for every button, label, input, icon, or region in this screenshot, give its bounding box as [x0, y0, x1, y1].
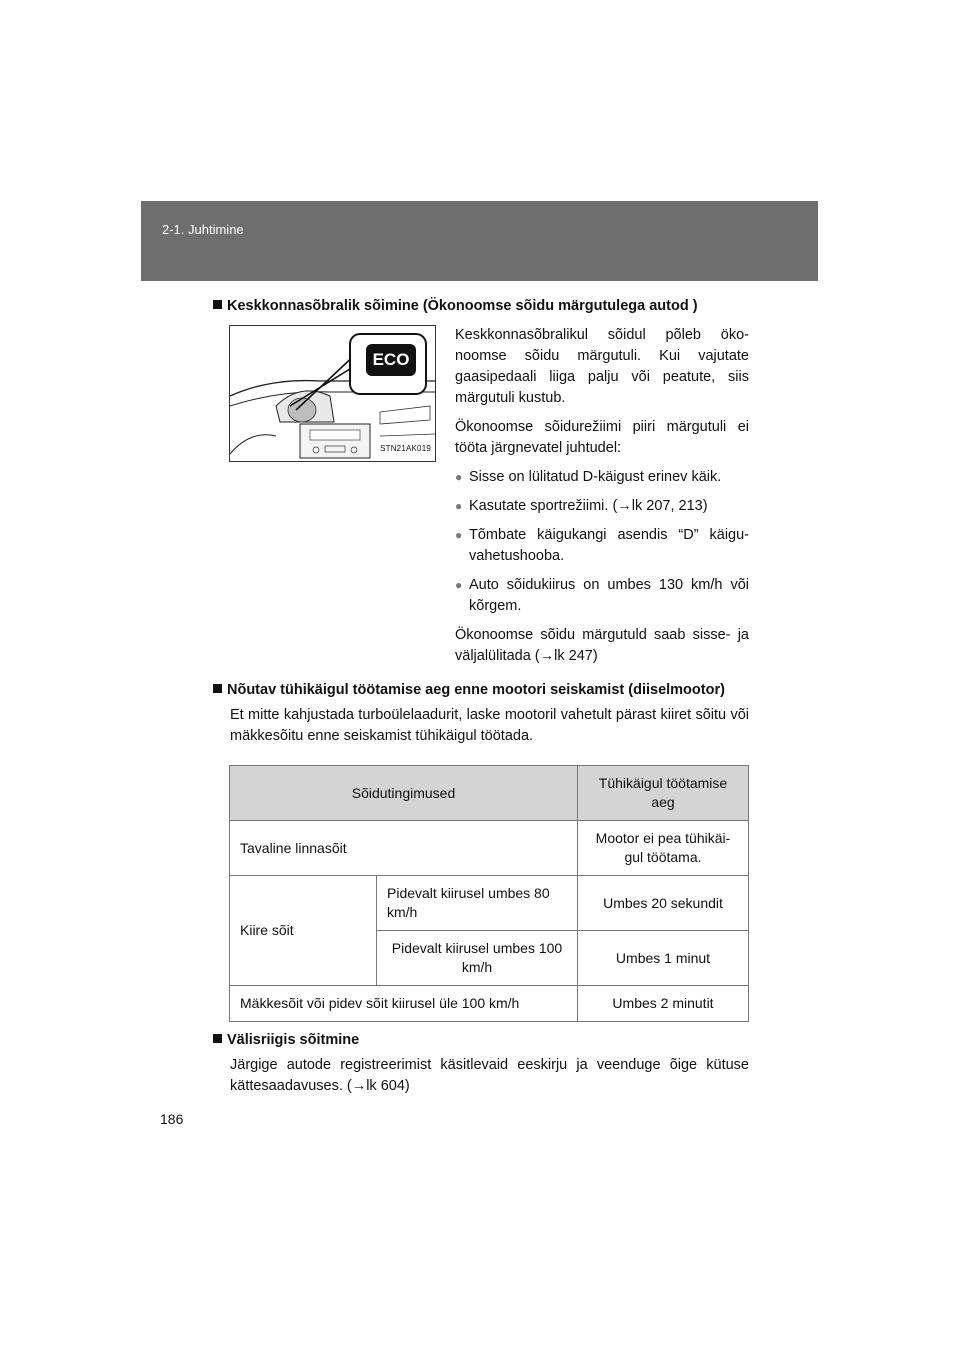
- idle-heading-text: Nõutav tühikäigul töötamise aeg enne mootori seiskamist (diiselmootor): [227, 682, 725, 698]
- abroad-heading: [213, 1030, 749, 1051]
- square-bullet-icon: [213, 300, 222, 309]
- table-row: [230, 876, 749, 931]
- table-cell: Tavaline linnasõit: [230, 821, 578, 876]
- idle-text: Et mitte kahjustada turboülelaadurit, laske mootoril vahetult pärast kiiret sõitu või mäkkesõitu enne seiskamist tühikäigul töötada.: [230, 707, 749, 744]
- section-title: 2-1. Juhtimine: [162, 222, 244, 237]
- table-header-idle-time: Tühikäigul töötamise aeg: [578, 766, 749, 821]
- eco-para-2: Ökonoomse sõidurežiimi piiri märgutuli ei tööta järgnevatel juhtudel:: [455, 419, 749, 456]
- table-cell: Pidevalt kiirusel umbes 100 km/h: [377, 931, 578, 986]
- eco-section: [213, 325, 749, 680]
- table-header-row: [230, 766, 749, 821]
- eco-bullet-2: ● Kasutate sportrežiimi. (→lk 207, 213): [455, 496, 749, 517]
- page-content: [213, 296, 749, 1097]
- square-bullet-icon: [213, 1034, 222, 1043]
- header-bar: [141, 201, 818, 281]
- table-row: [230, 986, 749, 1022]
- abroad-heading-text: Välisriigis sõitmine: [227, 1032, 360, 1048]
- eco-heading-text: Keskkonnasõbralik sõimine (Ökonoomse sõidu märgutulega autod ): [227, 298, 698, 314]
- idle-heading: [213, 680, 749, 701]
- eco-heading: [213, 296, 749, 317]
- eco-bullet-3: ● Tõmbate käigukangi asendis “D” käigu-vahetushooba.: [455, 525, 749, 567]
- table-cell: Umbes 2 minutit: [578, 986, 749, 1022]
- eco-description: [455, 325, 749, 675]
- figure-code: STN21AK019: [380, 444, 431, 453]
- table-row: [230, 821, 749, 876]
- page-number: 186: [160, 1111, 184, 1127]
- table-cell: Umbes 20 sekundit: [578, 876, 749, 931]
- square-bullet-icon: [213, 684, 222, 693]
- table-cell: Pidevalt kiirusel umbes 80 km/h: [377, 876, 578, 931]
- eco-para-3: Ökonoomse sõidu märgutuld saab sisse- ja väljalülitada (→lk 247): [455, 627, 749, 664]
- table-cell: Kiire sõit: [230, 876, 377, 986]
- table-cell: Mäkkesõit või pidev sõit kiirusel üle 100 km/h: [230, 986, 578, 1022]
- abroad-text: Järgige autode registreerimist käsitlevaid eeskirju ja veenduge õige kütuse kättesaadavuses. (→lk 604): [230, 1057, 749, 1094]
- table-cell: Umbes 1 minut: [578, 931, 749, 986]
- eco-bullet-4: ● Auto sõidukiirus on umbes 130 km/h või kõrgem.: [455, 575, 749, 617]
- table-header-conditions: Sõidutingimused: [230, 766, 578, 821]
- eco-bullet-1: ● Sisse on lülitatud D-käigust erinev käik.: [455, 467, 749, 488]
- idle-time-table: [229, 765, 749, 1022]
- eco-indicator-figure: [229, 325, 436, 462]
- eco-para-1: Keskkonnasõbralikul sõidul põleb öko-noomse sõidu märgutuli. Kui vajutate gaasipedaali liiga palju või peatute, siis märgutuli kustub.: [455, 327, 749, 406]
- table-cell: Mootor ei pea tühikäi-gul töötama.: [578, 821, 749, 876]
- eco-badge: ECO: [372, 350, 410, 369]
